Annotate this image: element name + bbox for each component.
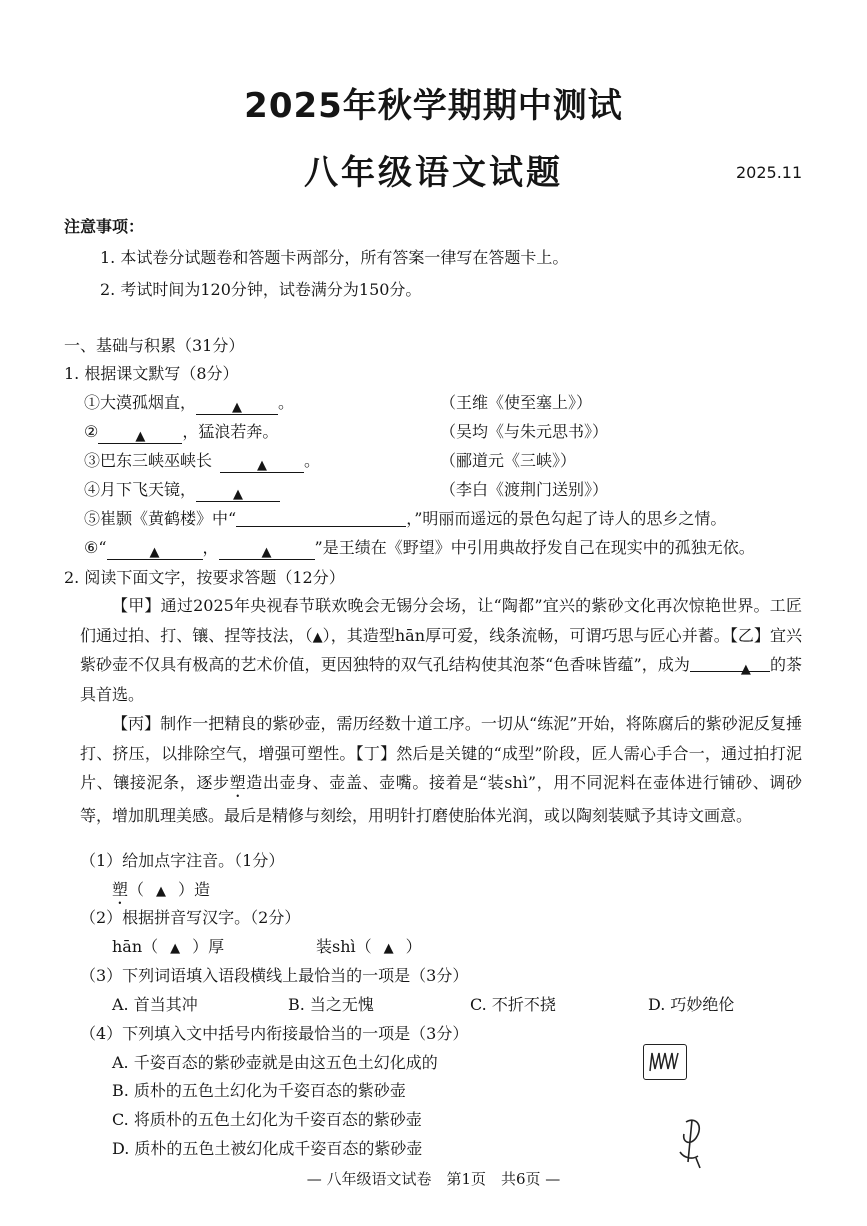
option-4-b: B. 质朴的五色土幻化为千姿百态的紫砂壶 — [112, 1081, 406, 1100]
handwritten-signature-mark — [666, 1112, 714, 1170]
subquestion-3: （3）下列词语填入语段横线上最恰当的一项是（3分） — [80, 966, 469, 985]
notice-item-2: 2. 考试时间为120分钟，试卷满分为150分。 — [100, 280, 422, 299]
answer-blank: ▲ — [196, 483, 280, 502]
recite-line-5: ⑤崔颢《黄鹤楼》中“ ，”明丽而遥远的景色勾起了诗人的思乡之情。 — [84, 509, 727, 528]
notice-item-1: 1. 本试卷分试题卷和答题卡两部分，所有答案一律写在答题卡上。 — [100, 248, 569, 267]
subquestion-1: （1）给加点字注音。（1分） — [80, 851, 285, 870]
exam-date: 2025.11 — [736, 163, 803, 182]
exam-title: 2025年秋学期期中测试 — [244, 86, 623, 126]
recite-line-2: ② ▲ ，猛浪若奔。 — [84, 422, 279, 444]
option-4-c: C. 将质朴的五色土幻化为千姿百态的紫砂壶 — [112, 1110, 422, 1129]
recite-source-4: （李白《渡荆门送别》） — [440, 480, 609, 499]
answer-blank: ▲ — [196, 396, 278, 415]
handwritten-box-mark — [643, 1044, 687, 1080]
option-3-a: A. 首当其冲 — [112, 995, 198, 1014]
answer-blank: ▲ — [98, 425, 182, 444]
question-2-stem: 2. 阅读下面文字，按要求答题（12分） — [64, 568, 345, 587]
notice-heading: 注意事项： — [64, 217, 145, 236]
subquestion-1-answer: 塑（ ▲ ）造 — [112, 880, 211, 899]
subquestion-2: （2）根据拼音写汉字。（2分） — [80, 908, 301, 927]
option-4-a: A. 千姿百态的紫砂壶就是由这五色土幻化成的 — [112, 1053, 438, 1072]
recite-line-1: ①大漠孤烟直， ▲ 。 — [84, 393, 295, 415]
passage-paragraph-2: 【丙】制作一把精良的紫砂壶，需历经数十道工序。一切从“练泥”开始，将陈腐后的紫砂泥反复捶打、挤压，以排除空气，增强可塑性。【丁】然后是关键的“成型”阶段，匠人需心手合一，通过拍打泥片、镶接泥条，逐步塑造出壶身、壶盖、壶嘴。接着是“装shì”，用不同泥料在壶体进行铺砂、调砂等，增加肌理美感。最后是精修与刻绘，用明针打磨使胎体光润，或以陶刻装赋予其诗文画意。 — [80, 714, 802, 825]
reading-passage — [80, 591, 802, 831]
recite-source-1: （王维《使至塞上》） — [440, 393, 593, 412]
option-3-d: D. 巧妙绝伦 — [648, 995, 735, 1014]
option-4-d: D. 质朴的五色土被幻化成千姿百态的紫砂壶 — [112, 1139, 423, 1158]
answer-blank — [236, 508, 406, 527]
answer-blank: ▲ — [220, 454, 304, 473]
section-heading: 一、基础与积累（31分） — [64, 336, 245, 355]
answer-blank: ▲ — [219, 541, 315, 560]
option-3-b: B. 当之无愧 — [288, 995, 374, 1014]
subquestion-4: （4）下列填入文中括号内衔接最恰当的一项是（3分） — [80, 1024, 469, 1043]
question-1-stem: 1. 根据课文默写（8分） — [64, 364, 239, 383]
subquestion-2-answer-a: hān（ ▲ ）厚 — [112, 937, 225, 956]
passage-paragraph-1: 【甲】通过2025年央视春节联欢晚会无锡分会场，让“陶都”宜兴的紫砂文化再次惊艳世界。工匠们通过拍、打、镶、捏等技法，（▲），其造型hān厚可爱，线条流畅，可谓巧思与匠心并蓄。【乙】宜兴紫砂壶不仅具有极高的艺术价值，更因独特的双气孔结构使其泡茶“色香味皆蕴”，成为 ▲ 的茶具首选。 — [80, 596, 802, 704]
recite-source-3: （郦道元《三峡》） — [440, 451, 577, 470]
recite-source-2: （吴均《与朱元思书》） — [440, 422, 609, 441]
answer-blank: ▲ — [107, 541, 203, 560]
option-3-c: C. 不折不挠 — [470, 995, 556, 1014]
recite-line-3: ③巴东三峡巫峡长 ▲ 。 — [84, 451, 321, 473]
recite-line-4: ④月下飞天镜， ▲ — [84, 477, 280, 502]
subquestion-2-answer-b: 装shì（ ▲ ） — [316, 937, 422, 956]
page-footer: — 八年级语文试卷 第1页 共6页 — — [306, 1170, 561, 1188]
answer-blank: ▲ — [690, 653, 770, 672]
exam-subtitle: 八年级语文试题 — [304, 153, 563, 193]
recite-line-6: ⑥“ ▲ ， ▲ ”是王绩在《野望》中引用典故抒发自己在现实中的孤独无依。 — [84, 538, 755, 560]
